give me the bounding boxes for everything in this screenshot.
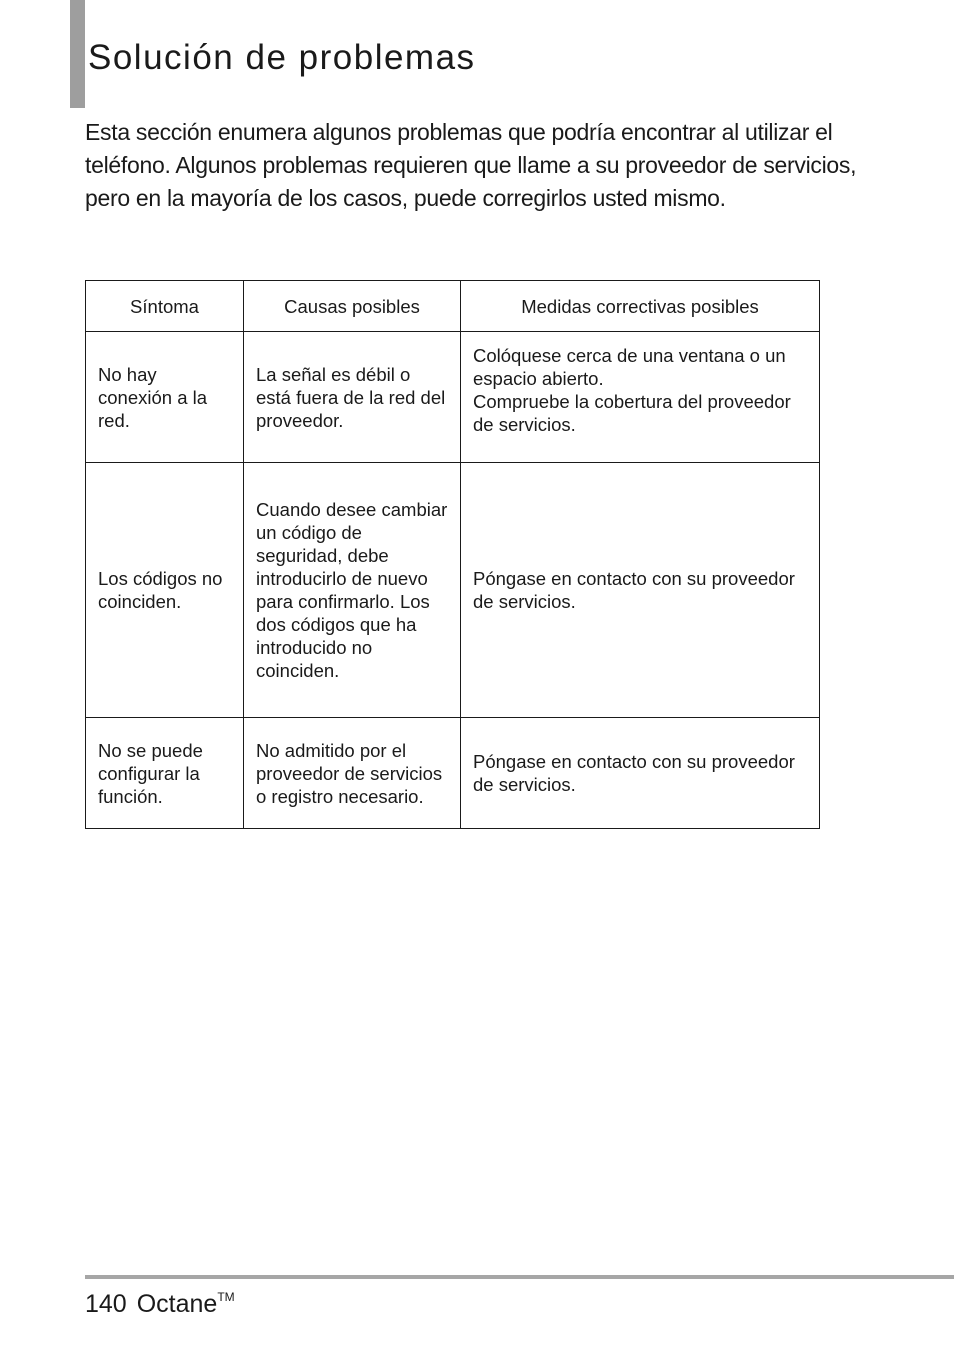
header-symptom: Síntoma xyxy=(86,281,244,332)
header-causes: Causas posibles xyxy=(244,281,461,332)
product-name: Octane xyxy=(136,1290,218,1318)
page-footer xyxy=(85,1290,235,1319)
title-accent-bar xyxy=(70,0,85,108)
troubleshooting-table xyxy=(85,280,820,829)
cause-cell: La señal es débil o está fuera de la red del proveedor. xyxy=(244,332,461,463)
cause-cell: No admitido por el proveedor de servicios o registro necesario. xyxy=(244,718,461,829)
table-header-row xyxy=(86,281,820,332)
fix-cell: Póngase en contacto con su proveedor de servicios. xyxy=(461,718,820,829)
table-row xyxy=(86,332,820,463)
table-row xyxy=(86,718,820,829)
footer-divider xyxy=(85,1275,954,1279)
fix-cell: Colóquese cerca de una ventana o un espacio abierto. Compruebe la cobertura del proveedor de servicios. xyxy=(461,332,820,463)
page-title: Solución de problemas xyxy=(88,38,476,77)
symptom-cell: Los códigos no coinciden. xyxy=(86,463,244,718)
header-fixes: Medidas correctivas posibles xyxy=(461,281,820,332)
intro-paragraph: Esta sección enumera algunos problemas que podría encontrar al utilizar el teléfono. Algunos problemas requieren que llame a su proveedor de servicios, pero en la mayoría de los casos, puede corregirlos usted mismo. xyxy=(85,119,857,211)
symptom-cell: No se puede configurar la función. xyxy=(86,718,244,829)
symptom-cell: No hay conexión a la red. xyxy=(86,332,244,463)
fix-cell: Póngase en contacto con su proveedor de servicios. xyxy=(461,463,820,718)
page-number: 140 xyxy=(85,1290,127,1318)
trademark-mark: TM xyxy=(217,1290,235,1304)
table-row xyxy=(86,463,820,718)
cause-cell: Cuando desee cambiar un código de seguridad, debe introducirlo de nuevo para confirmarlo. Los dos códigos que ha introducido no coinciden. xyxy=(244,463,461,718)
